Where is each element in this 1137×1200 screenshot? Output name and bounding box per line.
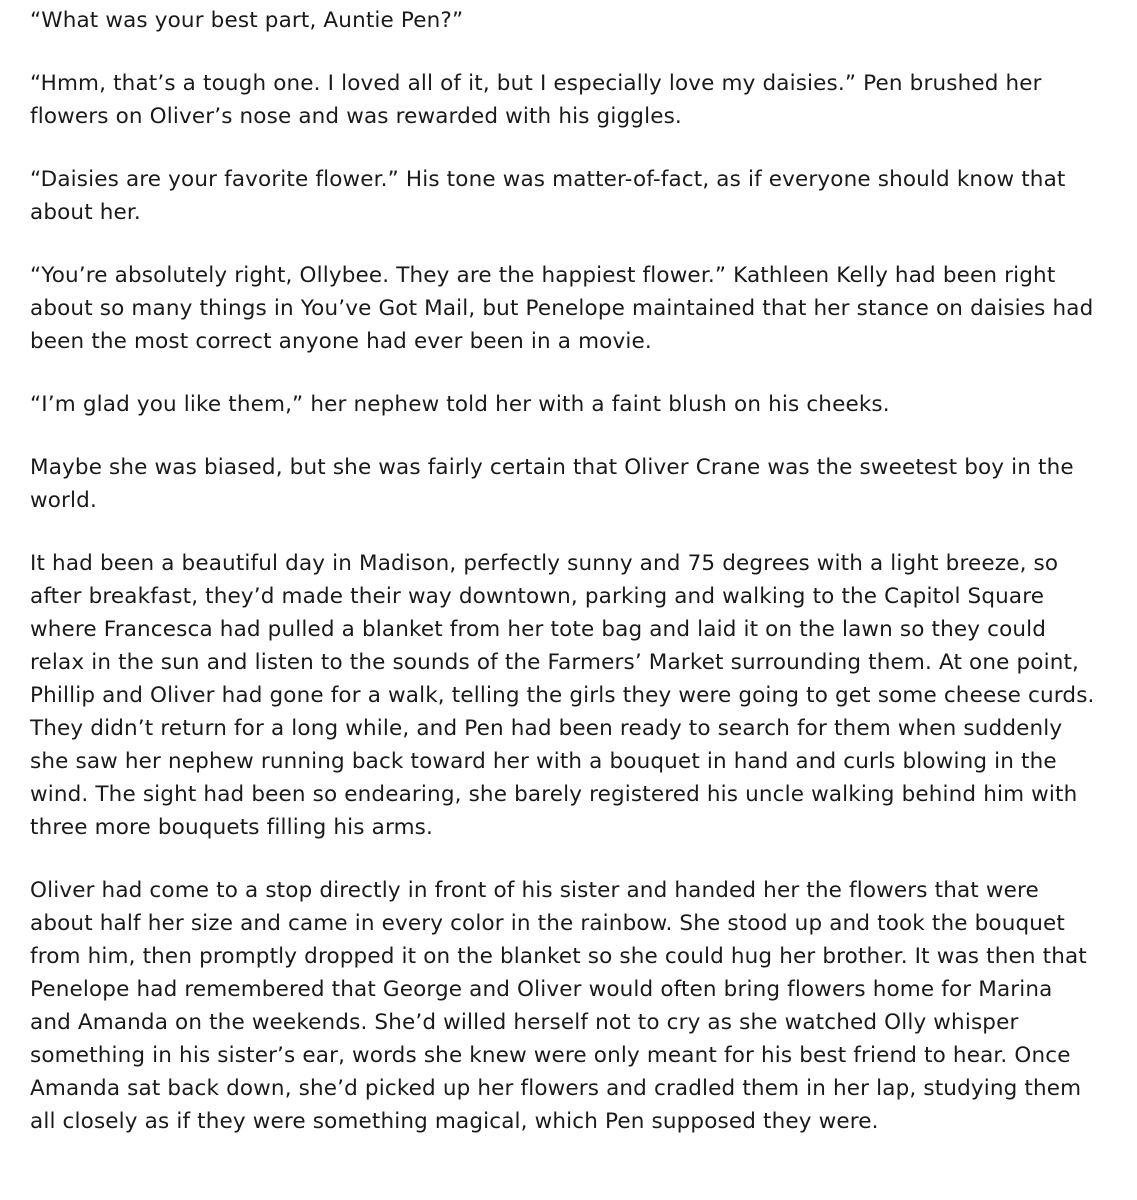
text-line: from him, then promptly dropped it on the blanket so she could hug her brother. It was then that: [30, 944, 1087, 969]
text-line: Oliver had come to a stop directly in front of his sister and handed her the flowers that were: [30, 878, 1039, 903]
text-line: “Daisies are your favorite flower.” His tone was matter-of-fact, as if everyone should know that: [30, 167, 1066, 192]
text-line: Phillip and Oliver had gone for a walk, telling the girls they were going to get some cheese curds.: [30, 683, 1095, 708]
story-text: [30, 0, 1120, 1168]
text-line: “Hmm, that’s a tough one. I loved all of it, but I especially love my daisies.” Pen brushed her: [30, 71, 1042, 96]
text-line: about so many things in You’ve Got Mail, but Penelope maintained that her stance on daisies had: [30, 296, 1094, 321]
text-line: about half her size and came in every color in the rainbow. She stood up and took the bouquet: [30, 911, 1066, 936]
text-line: “I’m glad you like them,” her nephew told her with a faint blush on his cheeks.: [30, 392, 890, 417]
text-line: It had been a beautiful day in Madison, perfectly sunny and 75 degrees with a light breeze, so: [30, 551, 1059, 576]
text-line: after breakfast, they’d made their way downtown, parking and walking to the Capitol Square: [30, 584, 1045, 609]
text-line: three more bouquets filling his arms.: [30, 815, 434, 840]
paragraph: [30, 4, 1120, 37]
text-line: she saw her nephew running back toward her with a bouquet in hand and curls blowing in the: [30, 749, 1057, 774]
paragraph: [30, 547, 1120, 844]
text-line: They didn’t return for a long while, and Pen had been ready to search for them when suddenly: [30, 716, 1063, 741]
text-line: world.: [30, 488, 97, 513]
paragraph: [30, 67, 1120, 133]
text-line: and Amanda on the weekends. She’d willed herself not to cry as she watched Olly whisper: [30, 1010, 1019, 1035]
paragraph: [30, 259, 1120, 358]
text-line: Penelope had remembered that George and Oliver would often bring flowers home for Marina: [30, 977, 1053, 1002]
text-line: “What was your best part, Auntie Pen?”: [30, 8, 464, 33]
paragraph: [30, 388, 1120, 421]
text-line: Amanda sat back down, she’d picked up her flowers and cradled them in her lap, studying them: [30, 1076, 1082, 1101]
text-line: flowers on Oliver’s nose and was rewarded with his giggles.: [30, 104, 682, 129]
text-line: “You’re absolutely right, Ollybee. They are the happiest flower.” Kathleen Kelly had been right: [30, 263, 1056, 288]
paragraph: [30, 163, 1120, 229]
text-line: wind. The sight had been so endearing, she barely registered his uncle walking behind him with: [30, 782, 1078, 807]
text-line: Maybe she was biased, but she was fairly certain that Oliver Crane was the sweetest boy in the: [30, 455, 1074, 480]
text-line: all closely as if they were something magical, which Pen supposed they were.: [30, 1109, 879, 1134]
text-line: about her.: [30, 200, 141, 225]
text-line: relax in the sun and listen to the sounds of the Farmers’ Market surrounding them. At one point,: [30, 650, 1080, 675]
text-line: something in his sister’s ear, words she knew were only meant for his best friend to hear. Once: [30, 1043, 1071, 1068]
paragraph: [30, 451, 1120, 517]
text-line: been the most correct anyone had ever been in a movie.: [30, 329, 652, 354]
paragraph: [30, 874, 1120, 1138]
text-line: where Francesca had pulled a blanket from her tote bag and laid it on the lawn so they could: [30, 617, 1047, 642]
